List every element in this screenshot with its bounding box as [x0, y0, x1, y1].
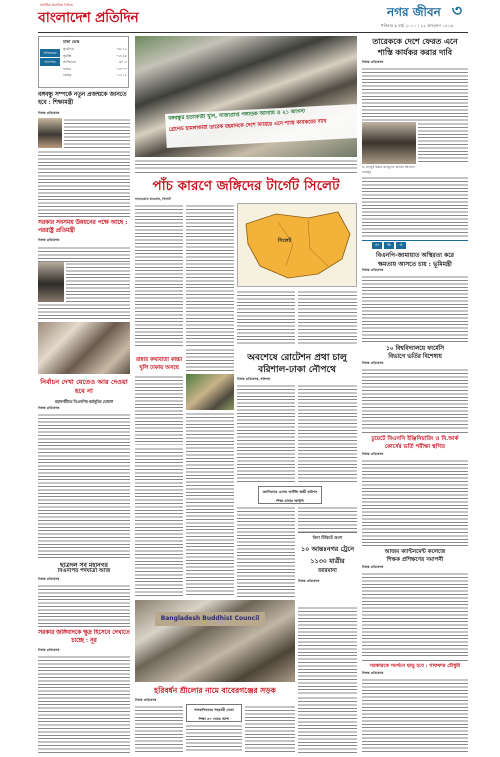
- chhatra-subhead: বিএনপির পদযাত্রা আজ: [57, 568, 111, 574]
- ghee-photo: [186, 374, 234, 410]
- map-svg: [238, 204, 358, 288]
- govt-dev-headline: সরকার সবসময় উন্নয়নের পক্ষে আছে : পররাষ্ট্র প্রতিমন্ত্রী: [38, 220, 128, 234]
- train-byline: নিজস্ব প্রতিবেদক: [298, 579, 320, 583]
- center-body-mid: [186, 412, 234, 597]
- center-body-left: [135, 447, 183, 597]
- section-title: নগর জীবন: [387, 5, 441, 19]
- bnp-jamaat-byline: নিজস্ব প্রতিবেদক: [362, 268, 384, 272]
- rotation-body-3: [237, 506, 295, 598]
- dhaka-univ-body: [362, 459, 468, 543]
- bnp-jamaat-body: [362, 275, 468, 339]
- main-lead-body-3: [237, 290, 295, 346]
- masthead-logo: বাংলাদেশ প্রতিদিন: [38, 10, 139, 26]
- info-tag-2: সনদপত্র: [40, 58, 60, 66]
- bnp-jamaat-headline-1: বিএনপি-জামায়াত অস্থিরতা করে: [376, 252, 454, 259]
- banner-line-2: গ্রেনেড হামলাকারী তারেক রহমানকে দেশে ফিরিয়ে এনে শাস্তি কার্যকরের দাবি: [168, 118, 327, 133]
- mahbub-photo: [362, 122, 416, 164]
- banner-line-1: বঙ্গবন্ধুর হত্যাকারী খুনি, সাজাপ্রাপ্ত পলাতক আসামি ও ২১ আগস্ট: [168, 108, 306, 122]
- university-byline: নিজস্ব প্রতিবেদক: [362, 361, 384, 365]
- divider: [135, 172, 357, 173]
- university-headline-1: ১০ বিশ্ববিদ্যালয়ে ফার্মেসি: [385, 346, 445, 352]
- divider: [38, 216, 130, 217]
- masthead-divider: [38, 32, 468, 33]
- govt-dev-body-2: [66, 262, 130, 302]
- info-row-label: তাপমাত্রা: [63, 60, 76, 64]
- mahbub-body-2: [362, 176, 468, 238]
- mid-box: [258, 486, 322, 504]
- chhatra-headline: ছাত্রদল সব মহানগর: [60, 562, 108, 569]
- info-box: [38, 36, 129, 88]
- bangabandhu-body: [64, 118, 130, 152]
- road-headline: হরিবর্ধন শ্রীলোর নামে বাবেরগঞ্জের সড়ক: [154, 686, 276, 695]
- brief-label-3: প্ত: [396, 242, 406, 249]
- nur-byline: নিজস্ব প্রতিবেদক: [38, 648, 60, 652]
- sylhet-region: [246, 212, 350, 278]
- mahbub-caption: ড. মাহবুব উল্লাহ মাহমুদের জামিন আবেদন নামঞ্জুর: [362, 165, 416, 174]
- divider: [362, 432, 468, 433]
- ghee-body: [135, 375, 183, 445]
- main-lead-headline: পাঁচ কারণে জঙ্গিদের টার্গেট সিলেট: [152, 178, 340, 194]
- gaffar-byline: নিজস্ব প্রতিবেদক: [362, 671, 384, 675]
- road-photo-sign: Bangladesh Buddhist Council: [155, 612, 265, 626]
- bangabandhu-body-2: [38, 150, 130, 214]
- photo-caption: [135, 159, 357, 169]
- adamjee-byline: নিজস্ব প্রতিবেদক: [362, 565, 384, 569]
- bottom-box: [186, 704, 242, 722]
- divider: [362, 660, 468, 661]
- main-lead-byline: সাখাওয়াত কাওসার, সিলেট: [135, 197, 171, 201]
- info-row-label: যোহর: [63, 73, 72, 77]
- election-byline: নিজস্ব প্রতিবেদক: [38, 406, 60, 410]
- road-photo: [135, 600, 295, 682]
- bottom-box-line-2: শিক্ষা ৩০ থেকে আশা: [198, 717, 230, 721]
- map-label: সিলেট: [278, 238, 292, 244]
- mahbub-body: [418, 122, 468, 164]
- info-rows: [63, 46, 127, 79]
- university-body: [362, 368, 468, 430]
- main-protest-photo: [135, 36, 357, 157]
- info-row-label: সূর্যোদয়: [63, 47, 74, 51]
- election-body: [38, 413, 130, 555]
- road-body-2: [186, 724, 242, 753]
- chhatra-body: [38, 584, 130, 624]
- info-row-value: ০৬:১২: [116, 47, 127, 51]
- govt-dev-body: [38, 246, 130, 262]
- info-row-value: ০৫:৫৫: [116, 53, 127, 58]
- road-body-3: [245, 705, 295, 753]
- info-tag-1: আজকের: [40, 49, 60, 57]
- road-body-4: [298, 696, 357, 753]
- dhaka-univ-headline-2: কোর্সের ভর্তি পরীক্ষা স্থগিত: [384, 444, 446, 450]
- rotation-headline-2: বরিশাল-ঢাকা নৌপথে: [258, 365, 336, 375]
- rotation-byline: নিজস্ব প্রতিবেদক, বরিশাল: [237, 377, 271, 381]
- info-row-label: ফজর: [63, 66, 71, 71]
- minister-photo: [38, 118, 62, 148]
- train-box: [298, 532, 357, 604]
- rotation-body-1: [237, 384, 295, 484]
- rotation-headline-1: অবশেষে রোটেশন প্রথা চালু: [247, 353, 347, 363]
- brief-label-1: সং: [372, 242, 382, 249]
- tarek-body: [362, 67, 468, 121]
- bangabandhu-headline: বঙ্গবন্ধু সম্পর্কে নতুন প্রজন্মকে জানতে হবে : শিক্ষামন্ত্রী: [38, 92, 127, 106]
- divider: [362, 341, 468, 342]
- chhatra-byline: নিজস্ব প্রতিবেদক: [38, 577, 60, 581]
- ghee-body-top: [186, 348, 234, 372]
- masthead-tagline: সর্বাধিক প্রচারিত দৈনিক: [40, 3, 73, 7]
- election-subhead: মহানগরীতে বিএনপির কর্মসূচির ঘোষণা: [54, 399, 114, 404]
- info-row: [63, 72, 127, 79]
- info-title: ঢাকা ডেস্ক: [63, 39, 80, 44]
- train-headline-2: ১০ আন্তঃনগর ট্রেনে: [300, 545, 355, 553]
- university-headline-2: বিভাগে ভর্তির বিশেষায়: [388, 354, 442, 360]
- govt-dev-byline: নিজস্ব প্রতিবেদক: [38, 238, 60, 242]
- tarek-headline-1: তারেককে দেশে ফেরত এনে: [372, 37, 458, 46]
- state-minister-photo: [38, 262, 64, 302]
- divider: [362, 545, 468, 546]
- page-number: ৩: [451, 1, 463, 20]
- road-byline: নিজস্ব প্রতিবেদক: [135, 698, 157, 702]
- main-lead-body-4: [298, 290, 357, 346]
- train-headline-1: বিনা টিকিটে ভ্রমণ: [312, 535, 343, 540]
- date-line: শনিবার ৬ মার্চ ২০১০ । ২২ ফাল্গুন ১৪১৬: [381, 23, 454, 28]
- main-lead-body-2: [186, 204, 234, 346]
- tarek-byline: নিজস্ব প্রতিবেদক: [362, 60, 384, 64]
- bangabandhu-byline: নিজস্ব প্রতিবেদক: [38, 111, 60, 115]
- adamjee-body: [362, 572, 468, 658]
- ghee-headline: রান্নার কথাবার্তা কাচ্চা খুলি ঢাকায় অসছে: [135, 357, 183, 371]
- road-body-1: [135, 705, 183, 753]
- rotation-body-2: [298, 384, 357, 484]
- brief-label-2: ক্ষি: [384, 242, 394, 249]
- train-body: [298, 606, 357, 694]
- dhaka-univ-byline: নিজস্ব প্রতিবেদক: [362, 452, 384, 456]
- adamjee-headline-1: আজম ক্যান্টনমেন্ট কলেজে: [384, 549, 446, 555]
- mid-box-line-2: শিক্ষা রাখার আইসি: [276, 499, 304, 503]
- divider: [38, 557, 130, 558]
- election-headline: নির্বাচন দেখা যেতেও আর দেওয়া হবে না: [40, 378, 128, 395]
- meeting-photo: [38, 322, 130, 374]
- info-row-label: সূর্যাস্ত: [63, 53, 72, 58]
- nur-headline: সরকার জঙ্গিবাদকে ক্ষুদ্র হিসেবে দেখাতে চাচ্ছে : নূর: [38, 630, 130, 644]
- dhaka-univ-headline-1: ঢুয়েটে বিএসসি ইঞ্জিনিয়ারিং ও বি.আর্ক: [371, 436, 459, 442]
- gaffar-headline: সরকারকে সমর্থনে ছাড়ু হবে : গাফফার চৌধুরী: [369, 663, 461, 669]
- divider: [38, 626, 130, 627]
- info-row-value: ০৫:০০: [116, 66, 127, 71]
- info-row-value: ১২:১৫: [116, 73, 127, 77]
- nur-body: [38, 655, 130, 753]
- banner: [165, 104, 357, 148]
- govt-dev-body-3: [38, 303, 130, 321]
- info-row-value: ৩০.৫: [118, 60, 127, 64]
- train-headline-3: ১১৩০ যাত্রীর: [310, 557, 345, 565]
- train-headline-4: জরিমানা: [318, 568, 337, 574]
- sylhet-map: [237, 203, 357, 287]
- bottom-box-line-1: সাংবাদিকদের সহকারী নেতা: [194, 708, 234, 712]
- mid-box-line-1: ক্যাসিনোর এনাত আর্টলি স্থায়ী কমিশন: [262, 490, 318, 494]
- adamjee-headline-2: শিক্ষক প্রশিক্ষণের সমাপনী: [386, 557, 444, 563]
- brief-label-bar: [362, 240, 468, 248]
- gaffar-body: [362, 678, 468, 753]
- tarek-headline-2: শাস্তি কার্যকর করার দাবি: [377, 48, 453, 57]
- bnp-jamaat-headline-2: ক্ষমতায় আসতে চায় : ভূমিমন্ত্রী: [378, 261, 452, 268]
- main-lead-body-1: [135, 204, 183, 346]
